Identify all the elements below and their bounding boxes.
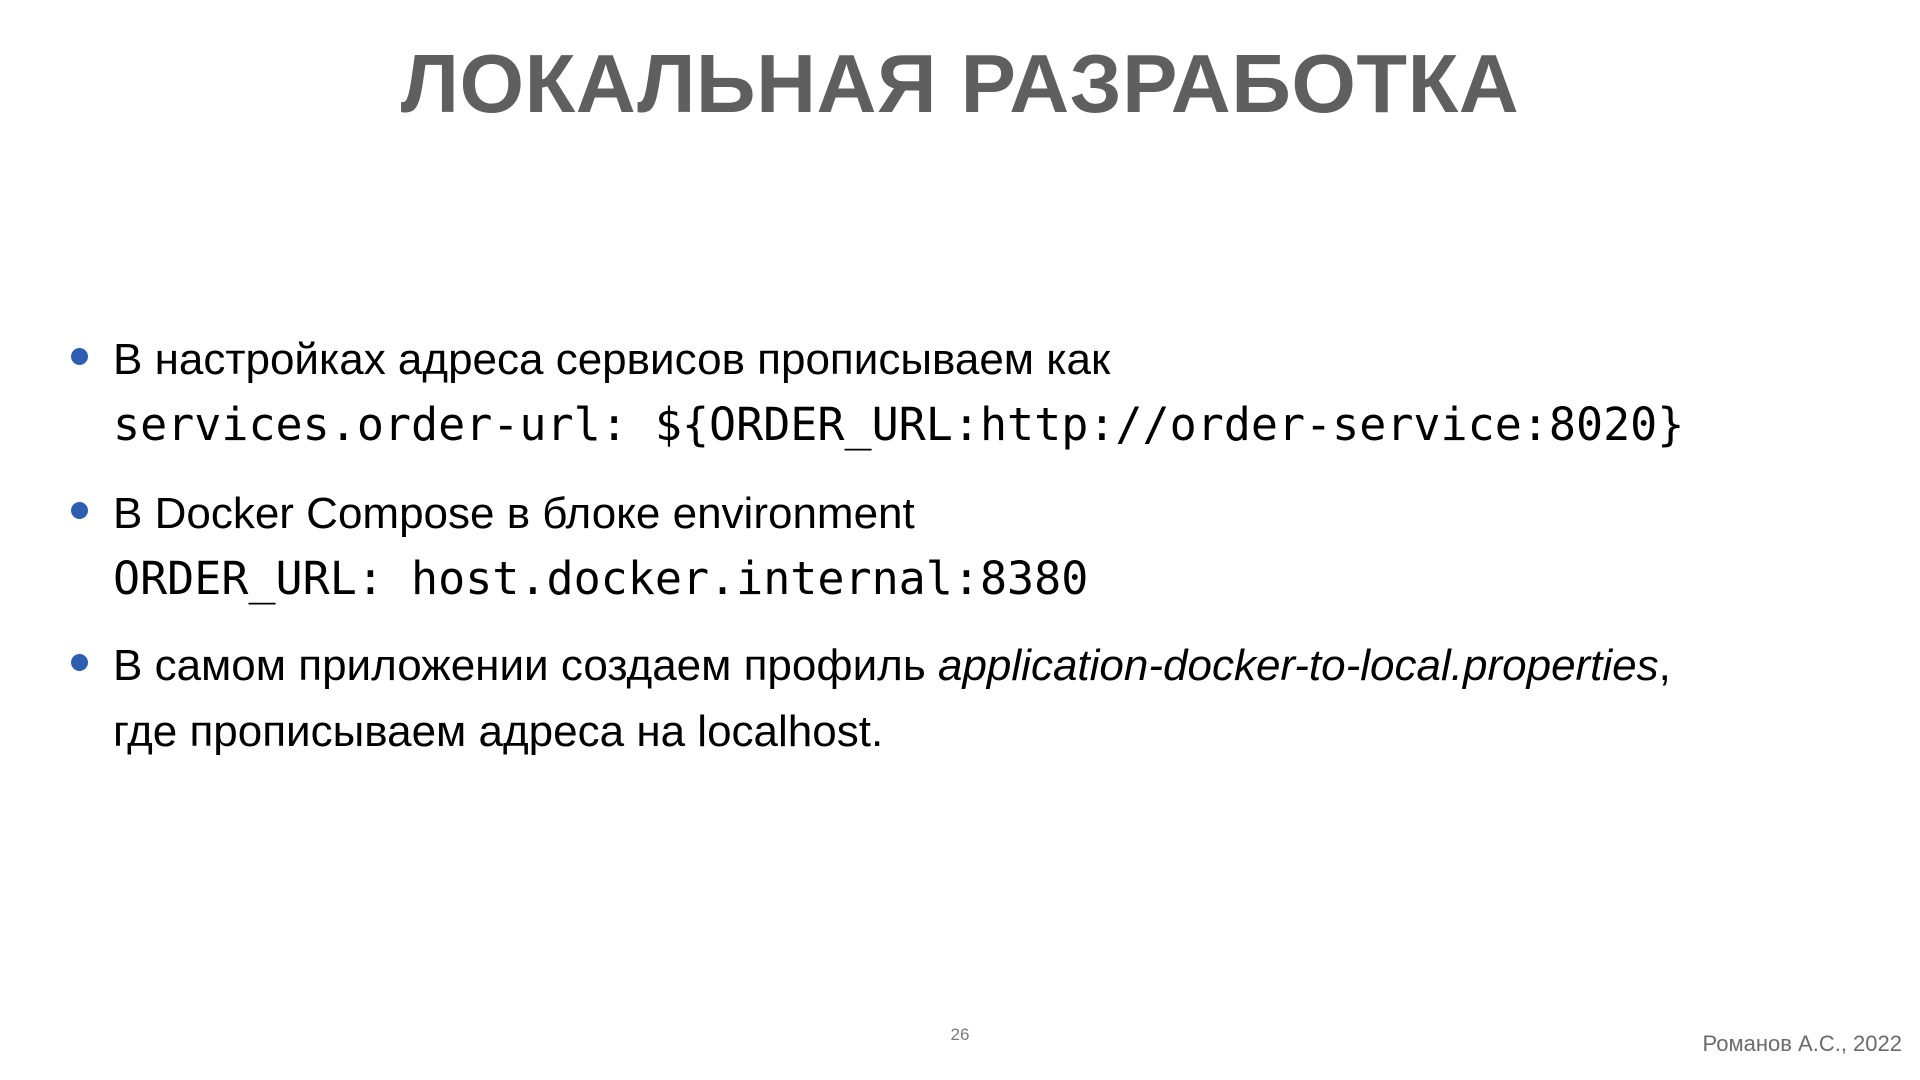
bullet-text-continuation: где прописываем адреса на localhost. — [113, 707, 884, 756]
bullet-dot-icon — [71, 654, 88, 671]
bullet-text-suffix: , — [1658, 641, 1671, 690]
bullet-text: В самом приложении создаем профиль — [113, 641, 938, 690]
bullet-dot-icon — [71, 502, 88, 519]
author-footer: Романов А.С., 2022 — [1702, 1031, 1902, 1056]
bullet-text-line — [113, 641, 1671, 690]
page-number: 26 — [950, 1025, 970, 1044]
code-snippet: ORDER_URL: host.docker.internal:8380 — [113, 552, 1089, 605]
profile-filename: application-docker-to-local.properties — [937, 641, 1659, 690]
bullet-text: В Docker Compose в блоке environment — [113, 489, 915, 538]
bullet-text: В настройках адреса сервисов прописываем как — [113, 335, 1111, 384]
slide-title: ЛОКАЛЬНАЯ РАЗРАБОТКА — [400, 37, 1520, 130]
bullet-dot-icon — [71, 348, 88, 365]
code-snippet: services.order-url: ${ORDER_URL:http://order-service:8020} — [113, 398, 1685, 451]
